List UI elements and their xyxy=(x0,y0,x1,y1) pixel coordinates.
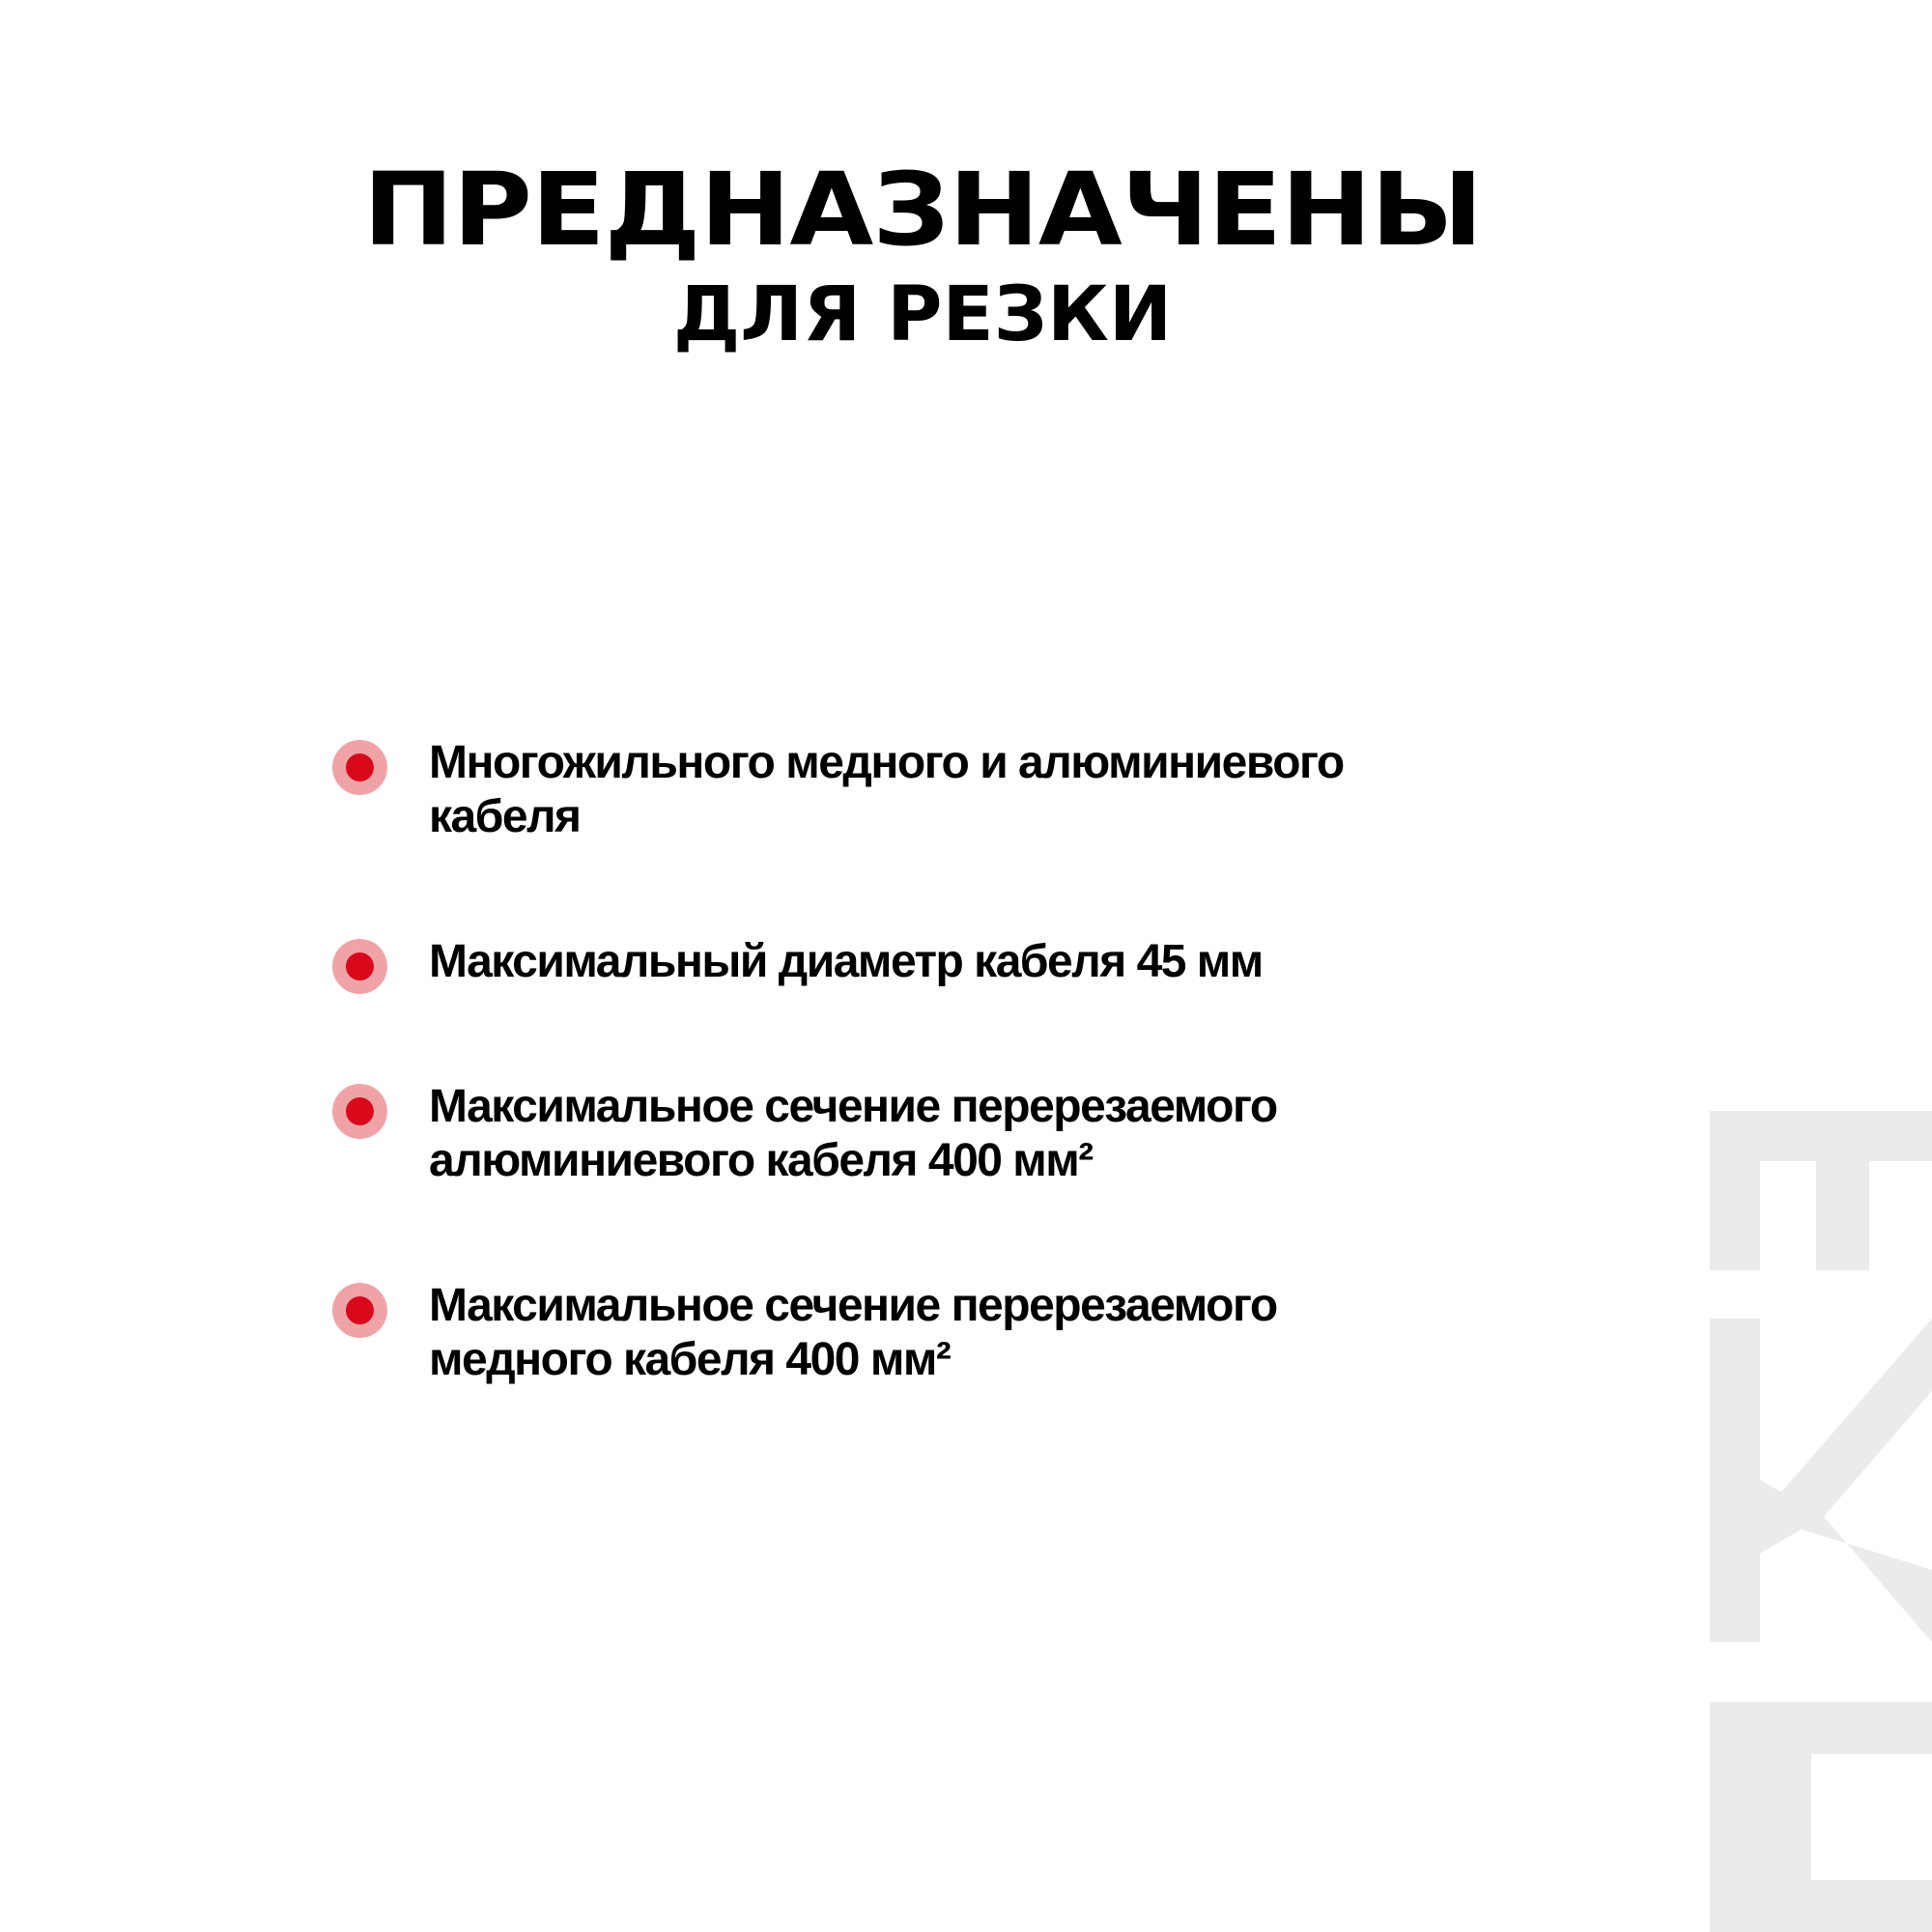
bullet-dot-icon xyxy=(332,939,387,994)
feature-line: медного кабеля 400 мм² xyxy=(429,1334,951,1385)
bullet-dot-icon xyxy=(332,1084,387,1139)
feature-line: Максимальное сечение перерезаемого xyxy=(429,1081,1277,1132)
bullet-dot-icon xyxy=(332,1283,387,1338)
heading-subtitle: ДЛЯ РЕЗКИ xyxy=(672,271,1173,358)
feature-text xyxy=(429,1279,1443,1387)
ekf-logo-icon xyxy=(1710,1111,1932,1932)
heading xyxy=(0,151,1932,358)
feature-text xyxy=(429,1080,1443,1188)
feature-text xyxy=(429,935,1443,989)
heading-title: ПРЕДНАЗНАЧЕНЫ xyxy=(362,151,1483,269)
feature-line: алюминиевого кабеля 400 мм² xyxy=(429,1135,1093,1186)
bullet-dot-icon xyxy=(332,740,387,795)
feature-line: Многожильного медного и алюминиевого xyxy=(429,737,1344,788)
feature-line: Максимальное сечение перерезаемого xyxy=(429,1280,1277,1331)
feature-line: кабеля xyxy=(429,791,581,842)
feature-text xyxy=(429,736,1443,844)
feature-line: Максимальный диаметр кабеля 45 мм xyxy=(429,936,1263,987)
